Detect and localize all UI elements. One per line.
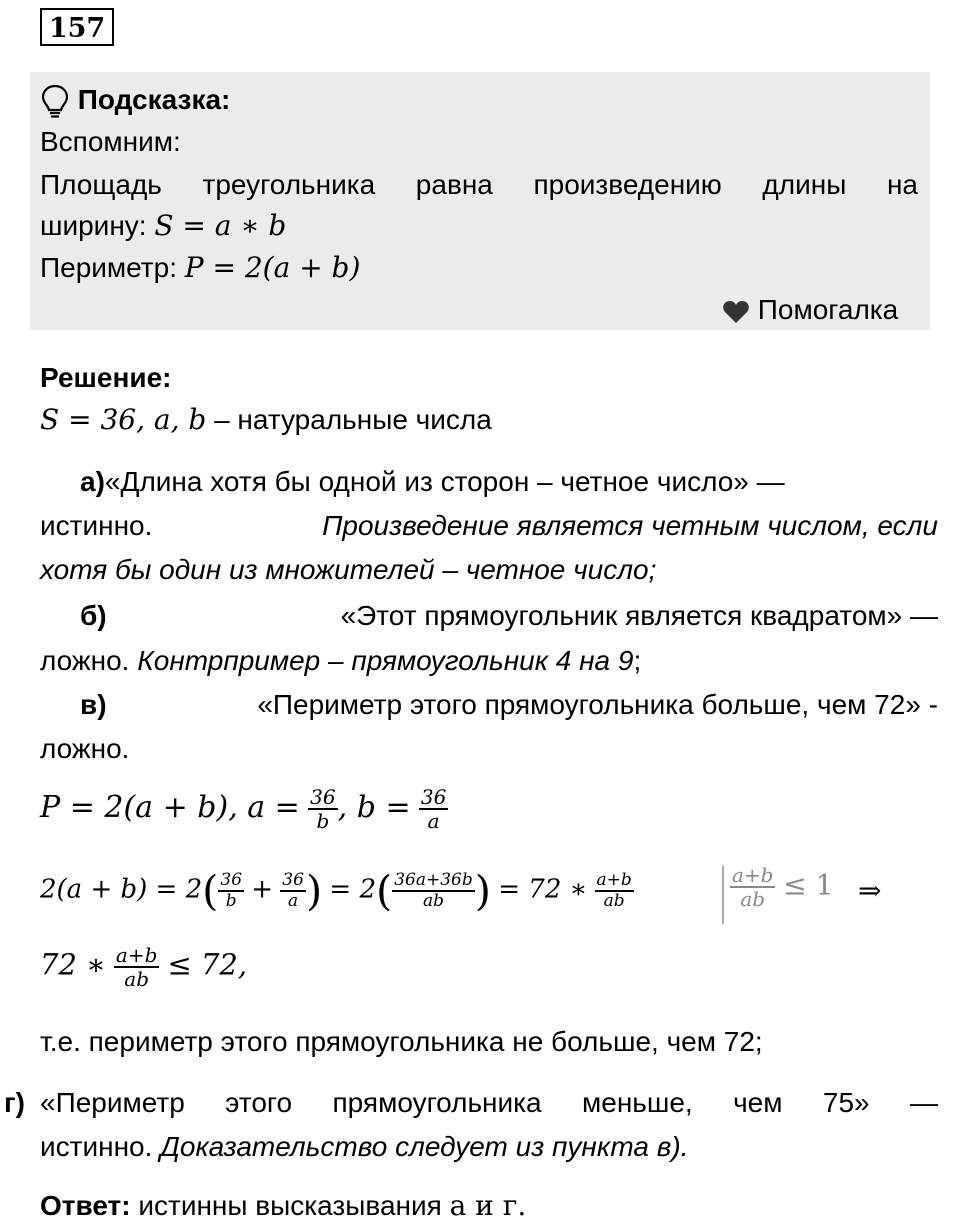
lightbulb-icon xyxy=(40,84,70,120)
item-c-label: в) xyxy=(80,689,107,720)
item-a-statement: «Длина хотя бы одной из сторон – четное число» — xyxy=(104,466,785,497)
given-math: S = 36, a, b xyxy=(40,403,207,436)
eq2-p1: 2(a + b) = 2 xyxy=(40,874,203,905)
hint-line-3 xyxy=(40,208,286,244)
given-text: – натуральные числа xyxy=(214,404,492,435)
item-a-label: а) xyxy=(80,466,105,497)
hint-perimeter-formula: P = 2(a + b) xyxy=(184,251,361,284)
solution-title: Решение: xyxy=(40,362,172,393)
hint-area-formula: S = a ∗ b xyxy=(154,209,287,242)
eq2-p2: = 2 xyxy=(329,874,376,905)
item-d-label: г) xyxy=(4,1087,25,1118)
item-b-line-2 xyxy=(40,643,641,679)
eq2-p3: = 72 ∗ xyxy=(498,874,588,905)
eq2-fraction-4: $\frac{a+b}{ab}$ xyxy=(596,869,632,911)
eq2-plus: + xyxy=(251,874,274,905)
answer-label: Ответ: xyxy=(40,1190,131,1221)
item-c-statement: «Периметр этого прямоугольника больше, чем 72» - xyxy=(257,689,938,720)
item-b-statement: «Этот прямоугольник является квадратом» — xyxy=(340,600,938,631)
hint-line-4-text: Периметр: xyxy=(40,252,177,283)
brand-tag xyxy=(722,292,898,328)
item-b-verdict: ложно. xyxy=(40,645,130,676)
side-note-bar xyxy=(722,866,724,924)
eq3-p2: ≤ 72, xyxy=(167,947,248,982)
item-c-line-2: ложно. xyxy=(40,733,130,764)
hint-line-4 xyxy=(40,250,360,286)
heart-icon xyxy=(722,299,750,325)
eq3-fraction: $\frac{a+b}{ab}$ xyxy=(115,943,158,991)
item-a-reason-2: хотя бы один из множителей – четное число; xyxy=(40,554,657,585)
item-d-statement: «Периметр этого прямоугольника меньше, чем 75» — xyxy=(40,1087,938,1118)
item-b-label: б) xyxy=(80,600,107,631)
item-b-line-1 xyxy=(80,598,938,634)
eq1-left: P = 2(a + b), a = xyxy=(40,789,300,825)
equation-1 xyxy=(40,786,448,832)
hint-line-1: Вспомним: xyxy=(40,126,181,157)
answer-text: истинны высказывания xyxy=(138,1190,442,1221)
side-note xyxy=(730,864,833,910)
side-note-relation: ≤ 1 xyxy=(783,868,834,902)
hint-title: Подсказка: xyxy=(77,84,231,115)
item-b-end: ; xyxy=(633,645,642,676)
eq2-fraction-3: $\frac{36a+36b}{ab}$ xyxy=(394,869,473,911)
side-note-fraction: $\frac{a+b}{ab}$ xyxy=(732,863,774,911)
hint-line-2: Площадь треугольника равна произведению длины на xyxy=(40,169,918,200)
eq2-fraction-1: $\frac{36}{b}$ xyxy=(220,869,243,911)
given-line xyxy=(40,402,492,438)
equation-3 xyxy=(40,944,247,990)
implies-symbol: ⇒ xyxy=(858,874,882,907)
item-d-proof: Доказательство следует из пункта в). xyxy=(160,1131,689,1162)
item-d-line-2 xyxy=(40,1129,688,1165)
hint-line-3-text: ширину: xyxy=(40,210,147,241)
equation-2: 2(a + b) = 2( $\frac{36}{b}$ + $\frac{36}{a}$ ) = 2( $\frac{36a+36b}{ab}$ ) = 72 ∗ $\frac{a+b}{ab}$ xyxy=(40,866,632,915)
eq1-mid: , b = xyxy=(337,789,411,825)
item-a-line-2 xyxy=(40,508,938,544)
item-a-line-1 xyxy=(80,464,938,500)
eq1-fraction-b: $\frac{36}{a}$ xyxy=(420,785,447,833)
eq2-fraction-2: $\frac{36}{a}$ xyxy=(282,869,304,911)
item-d-line-1 xyxy=(40,1085,938,1121)
answer-line xyxy=(40,1188,526,1224)
eq1-fraction-a: $\frac{36}{b}$ xyxy=(310,785,336,833)
item-a-reason-1: Произведение является четным числом, если xyxy=(322,510,938,541)
answer-values: а и г. xyxy=(449,1189,527,1222)
hint-header xyxy=(40,82,230,120)
problem-number: 157 xyxy=(40,8,114,46)
item-c-conclusion: т.е. периметр этого прямоугольника не больше, чем 72; xyxy=(40,1026,763,1057)
eq3-p1: 72 ∗ xyxy=(40,947,106,982)
item-d-verdict: истинно. xyxy=(40,1131,153,1162)
item-c-line-1 xyxy=(80,687,938,723)
item-a-verdict: истинно. xyxy=(40,510,153,541)
brand-name: Помогалка xyxy=(757,294,899,325)
item-b-counterexample: Контрпример – прямоугольник 4 на 9 xyxy=(137,645,634,676)
